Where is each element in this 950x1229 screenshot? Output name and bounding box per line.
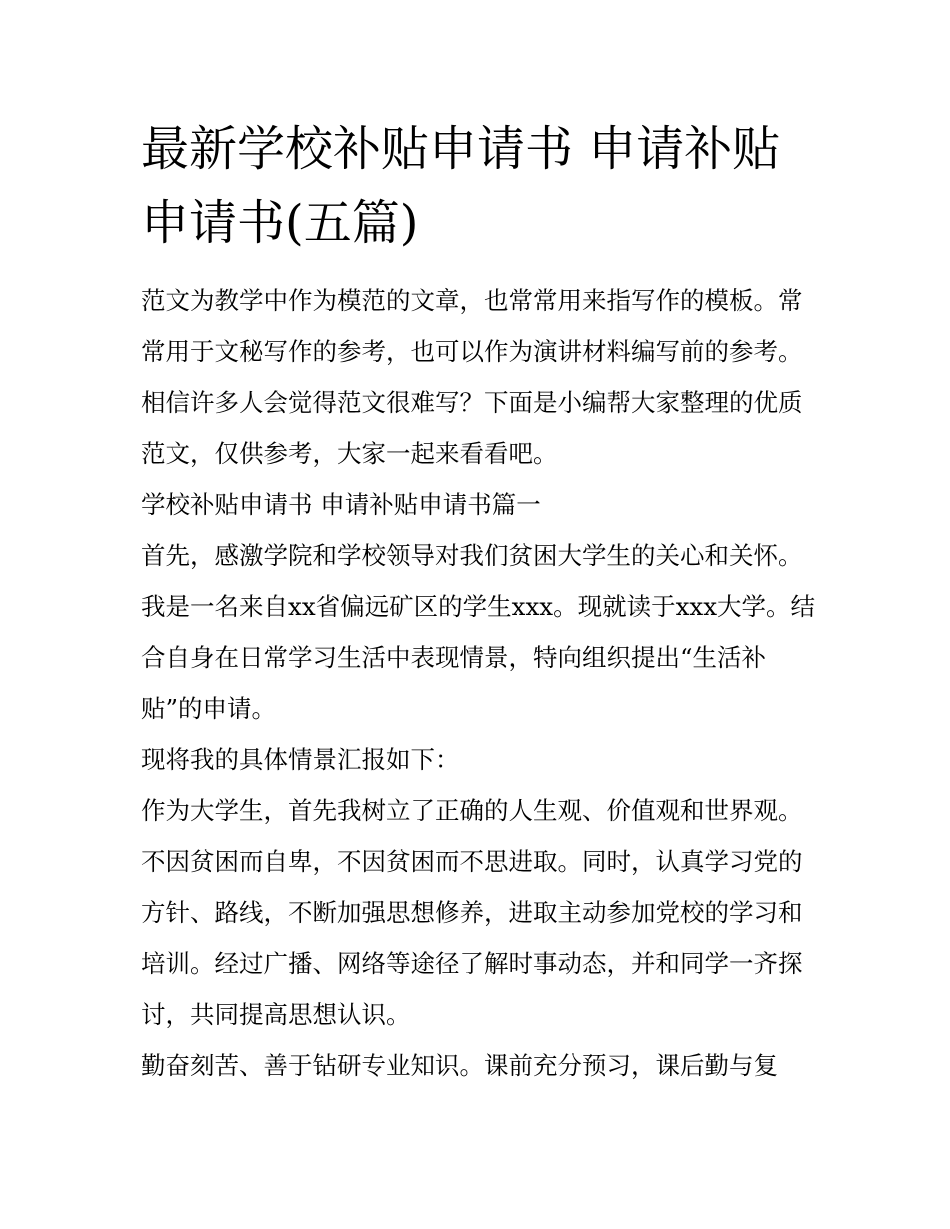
body-paragraph: 作为大学生，首先我树立了正确的人生观、价值观和世界观。不因贫困而自卑，不因贫困而不思进取。同时，认真学习党的方针、路线，不断加强思想修养，进取主动参加党校的学习和培训。经过广播、网络等途径了解时事动态，并和同学一齐探讨，共同提高思想认识。 — [141, 796, 803, 1029]
body-paragraph: 勤奋刻苦、善于钻研专业知识。课前充分预习，课后勤与复 — [141, 1051, 778, 1080]
intro-paragraph: 范文为教学中作为模范的文章，也常常用来指写作的模板。常常用于文秘写作的参考，也可以作为演讲材料编写前的参考。相信许多人会觉得范文很难写？下面是小编帮大家整理的优质范文，仅供参考，大家一起来看看吧。 — [141, 286, 803, 468]
document-title: 最新学校补贴申请书 申请补贴申请书(五篇) — [141, 121, 781, 251]
body-paragraph: 现将我的具体情景汇报如下： — [141, 745, 460, 774]
section-heading: 学校补贴申请书 申请补贴申请书篇一 — [141, 490, 541, 519]
document-body — [141, 275, 816, 1091]
body-paragraph: 首先，感激学院和学校领导对我们贫困大学生的关心和关怀。我是一名来自xx省偏远矿区的学生xxx。现就读于xxx大学。结合自身在日常学习生活中表现情景，特向组织提出“生活补贴”的申请。 — [141, 541, 816, 723]
